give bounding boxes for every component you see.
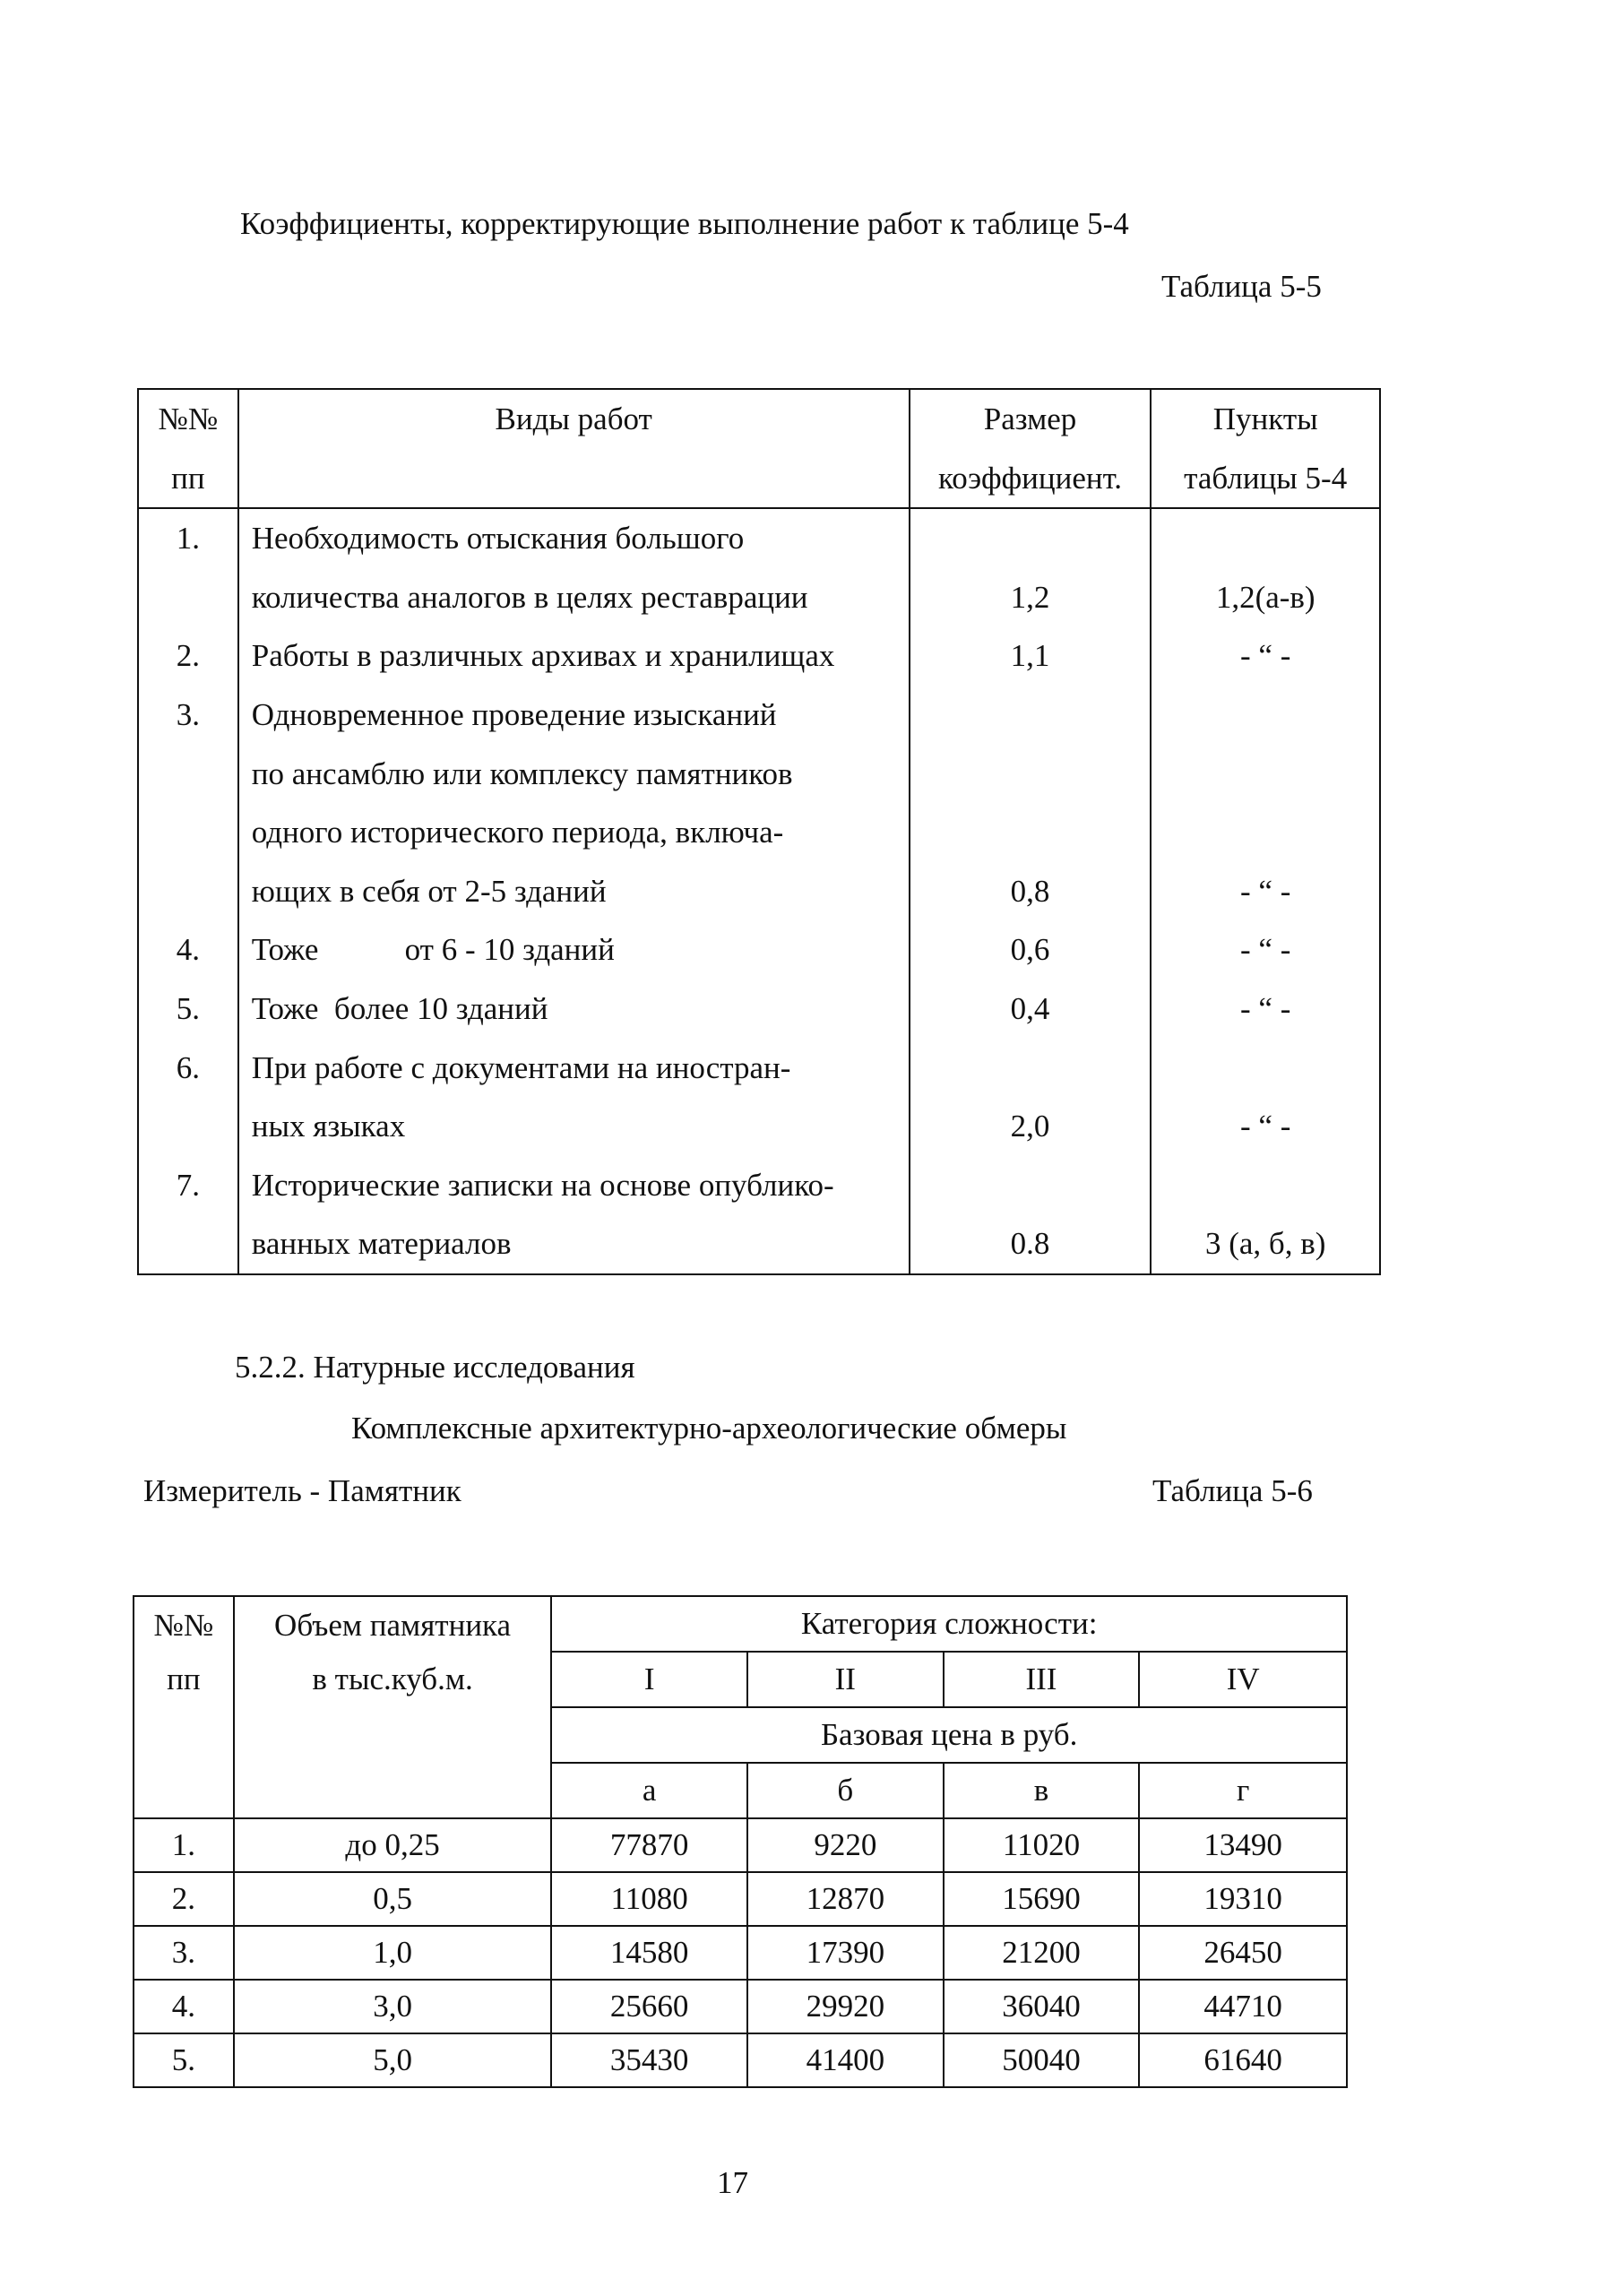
table-row [138,980,1380,1039]
row-text: При работе с документами на иностран- [251,1049,791,1085]
row-value: 36040 [944,1980,1140,2033]
row-coef: 1,2 [1010,579,1050,615]
header-base-price: Базовая цена в руб. [551,1707,1347,1763]
table-5-6 [133,1595,1348,2088]
row-value: 61640 [1139,2033,1347,2087]
row-value: 11020 [944,1818,1140,1872]
table-row [134,1980,1347,2033]
meter-label: Измеритель - Памятник [143,1473,461,1508]
category-cell: IV [1139,1652,1347,1707]
row-num: 3. [176,696,200,732]
row-text: ных языках [251,1109,406,1144]
table-5-6-header-row [134,1596,1347,1652]
row-text: количества аналогов в целях реставрации [251,579,808,615]
row-text: Тоже более 10 зданий [251,990,548,1026]
row-num: 4. [134,1980,234,2033]
row-num: 2. [134,1872,234,1926]
table-row [138,508,1380,626]
header-coef: Размер коэффициент. [910,389,1152,508]
table-row [134,1872,1347,1926]
row-value: 21200 [944,1926,1140,1980]
row-value: 17390 [747,1926,944,1980]
row-num: 5. [134,2033,234,2087]
row-volume: 1,0 [234,1926,552,1980]
row-text: ющих в себя от 2-5 зданий [251,873,607,909]
row-points: - “ - [1240,932,1291,968]
letter-cell: а [551,1763,747,1818]
table-row [134,1818,1347,1872]
row-value: 50040 [944,2033,1140,2087]
row-text: по ансамблю или комплексу памятников [251,755,793,791]
row-num: 1. [176,521,200,557]
section-subheading: Комплексные архитектурно-археологические обмеры [351,1411,1067,1446]
table-row [138,626,1380,686]
letter-cell: в [944,1763,1140,1818]
row-value: 12870 [747,1872,944,1926]
row-num: 3. [134,1926,234,1980]
row-coef: 2,0 [1010,1109,1050,1144]
table-row [138,686,1380,920]
letter-cell: г [1139,1763,1347,1818]
row-value: 25660 [551,1980,747,2033]
category-cell: II [747,1652,944,1707]
table-5-6-label: Таблица 5-6 [1152,1473,1313,1508]
table-row [138,920,1380,980]
row-value: 13490 [1139,1818,1347,1872]
row-points: - “ - [1240,873,1291,909]
row-coef: 1,1 [1010,638,1050,674]
header-works: Виды работ [238,389,910,508]
category-cell: I [551,1652,747,1707]
row-volume: 5,0 [234,2033,552,2087]
row-points: - “ - [1240,638,1291,674]
table-row [134,2033,1347,2087]
row-text: Одновременное проведение изысканий [251,696,777,732]
row-num: 6. [176,1049,200,1085]
row-num: 4. [176,932,200,968]
header-num: №№ пп [134,1596,234,1818]
row-text: Исторические записки на основе опублико- [251,1167,834,1203]
row-volume: 3,0 [234,1980,552,2033]
row-value: 15690 [944,1872,1140,1926]
row-text: ванных материалов [251,1226,512,1262]
row-value: 29920 [747,1980,944,2033]
table-row [138,1156,1380,1274]
row-coef: 0,8 [1010,873,1050,909]
row-value: 44710 [1139,1980,1347,2033]
row-value: 26450 [1139,1926,1347,1980]
page-number: 17 [717,2165,748,2200]
table-row [138,1039,1380,1156]
header-category: Категория сложности: [551,1596,1347,1652]
row-coef: 0,6 [1010,932,1050,968]
header-points: Пункты таблицы 5-4 [1151,389,1380,508]
row-value: 14580 [551,1926,747,1980]
header-num: №№ пп [138,389,238,508]
table-5-5-title: Коэффициенты, корректирующие выполнение работ к таблице 5-4 [240,206,1129,241]
row-points: - “ - [1240,1109,1291,1144]
row-num: 7. [176,1167,200,1203]
header-volume: Объем памятника в тыс.куб.м. [234,1596,552,1818]
row-value: 41400 [747,2033,944,2087]
row-value: 9220 [747,1818,944,1872]
row-num: 1. [134,1818,234,1872]
row-num: 2. [176,638,200,674]
row-coef: 0,4 [1010,990,1050,1026]
table-5-5-header-row [138,389,1380,508]
row-points: - “ - [1240,990,1291,1026]
table-5-5-label: Таблица 5-5 [1161,269,1322,304]
row-points: 3 (а, б, в) [1204,1226,1326,1262]
table-row [134,1926,1347,1980]
section-heading: 5.2.2. Натурные исследования [235,1350,635,1385]
row-text: одного исторического периода, включа- [251,815,784,850]
category-cell: III [944,1652,1140,1707]
row-value: 35430 [551,2033,747,2087]
row-value: 19310 [1139,1872,1347,1926]
row-value: 77870 [551,1818,747,1872]
row-num: 5. [176,990,200,1026]
row-text: Необходимость отыскания большого [251,521,745,557]
row-volume: до 0,25 [234,1818,552,1872]
row-volume: 0,5 [234,1872,552,1926]
row-text: Тоже от 6 - 10 зданий [251,932,615,968]
row-coef: 0.8 [1010,1226,1050,1262]
row-text: Работы в различных архивах и хранилищах [251,638,835,674]
row-value: 11080 [551,1872,747,1926]
letter-cell: б [747,1763,944,1818]
table-5-5 [137,388,1381,1275]
row-points: 1,2(а-в) [1215,579,1315,615]
